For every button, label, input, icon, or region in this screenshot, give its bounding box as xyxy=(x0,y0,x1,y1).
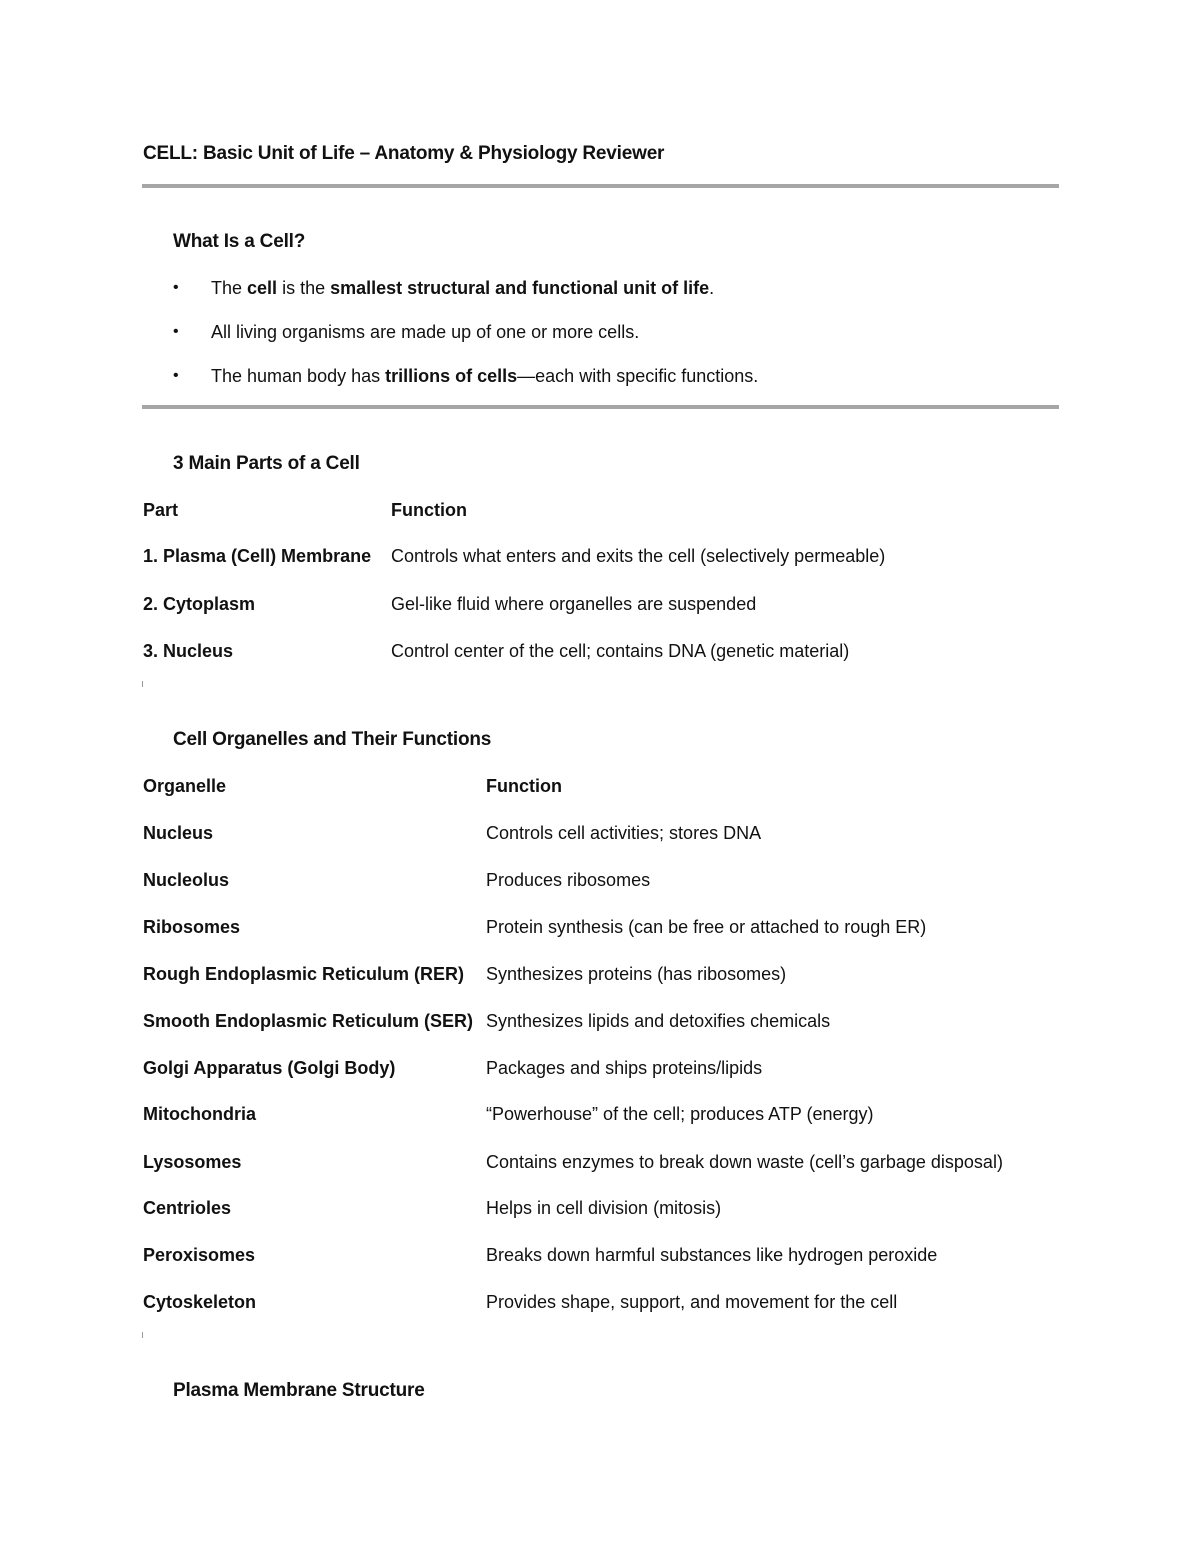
paragraph-mark xyxy=(142,1332,143,1338)
table-cell-organelle: Nucleus xyxy=(143,823,214,843)
table-cell-function: “Powerhouse” of the cell; produces ATP (energy) xyxy=(486,1104,874,1124)
horizontal-rule-top xyxy=(142,184,1059,188)
table-header-function: Function xyxy=(486,776,562,796)
table-cell-function: Controls what enters and exits the cell (selectively permeable) xyxy=(391,546,886,566)
table-cell-part: 3. Nucleus xyxy=(143,641,234,661)
table-header-organelle: Organelle xyxy=(143,776,227,796)
bullet-text-bold: trillions of cells xyxy=(385,366,518,386)
table-cell-function: Packages and ships proteins/lipids xyxy=(486,1058,763,1078)
paragraph-mark xyxy=(142,681,143,687)
table-cell-function: Synthesizes proteins (has ribosomes) xyxy=(486,964,787,984)
table-cell-organelle: Golgi Apparatus (Golgi Body) xyxy=(143,1058,396,1078)
heading-organelles: Cell Organelles and Their Functions xyxy=(173,729,492,750)
document-title: CELL: Basic Unit of Life – Anatomy & Physiology Reviewer xyxy=(143,143,665,164)
table-cell-organelle: Nucleolus xyxy=(143,870,230,890)
heading-main-parts: 3 Main Parts of a Cell xyxy=(173,453,360,474)
horizontal-rule-middle xyxy=(142,405,1059,409)
bullet-text-mid: is the xyxy=(277,278,331,298)
table-cell-function: Produces ribosomes xyxy=(486,870,651,890)
table-cell-function: Contains enzymes to break down waste (cell’s garbage disposal) xyxy=(486,1152,1003,1172)
table-cell-organelle: Smooth Endoplasmic Reticulum (SER) xyxy=(143,1011,474,1031)
table-cell-function: Controls cell activities; stores DNA xyxy=(486,823,762,843)
table-cell-part: 1. Plasma (Cell) Membrane xyxy=(143,546,372,566)
heading-plasma-membrane-structure: Plasma Membrane Structure xyxy=(173,1380,425,1401)
bullet-text-post: . xyxy=(709,278,715,298)
table-cell-organelle: Centrioles xyxy=(143,1198,232,1218)
bullet-text-pre: The human body has xyxy=(211,366,386,386)
table-cell-function: Protein synthesis (can be free or attached to rough ER) xyxy=(486,917,927,937)
table-cell-function: Helps in cell division (mitosis) xyxy=(486,1198,722,1218)
table-cell-function: Control center of the cell; contains DNA (genetic material) xyxy=(391,641,850,661)
bullet-icon: • xyxy=(173,367,179,384)
table-cell-organelle: Rough Endoplasmic Reticulum (RER) xyxy=(143,964,465,984)
heading-what-is-a-cell: What Is a Cell? xyxy=(173,231,306,252)
table-cell-organelle: Cytoskeleton xyxy=(143,1292,257,1312)
table-cell-function: Synthesizes lipids and detoxifies chemicals xyxy=(486,1011,831,1031)
bullet-icon: • xyxy=(173,323,179,340)
table-cell-organelle: Lysosomes xyxy=(143,1152,242,1172)
table-cell-part: 2. Cytoplasm xyxy=(143,594,256,614)
table-cell-organelle: Mitochondria xyxy=(143,1104,256,1124)
table-header-function: Function xyxy=(391,500,467,520)
bullet-text-bold: cell xyxy=(247,278,278,298)
table-cell-organelle: Ribosomes xyxy=(143,917,241,937)
bullet-text-pre: The xyxy=(211,278,248,298)
table-cell-function: Breaks down harmful substances like hydrogen peroxide xyxy=(486,1245,938,1265)
table-cell-function: Gel-like fluid where organelles are suspended xyxy=(391,594,757,614)
table-cell-organelle: Peroxisomes xyxy=(143,1245,256,1265)
bullet-text-post: —each with specific functions. xyxy=(517,366,759,386)
table-cell-function: Provides shape, support, and movement for the cell xyxy=(486,1292,898,1312)
table-header-part: Part xyxy=(143,500,179,520)
bullet-text-bold: smallest structural and functional unit of life xyxy=(330,278,710,298)
bullet-icon: • xyxy=(173,279,179,296)
bullet-text: All living organisms are made up of one or more cells. xyxy=(211,322,640,342)
